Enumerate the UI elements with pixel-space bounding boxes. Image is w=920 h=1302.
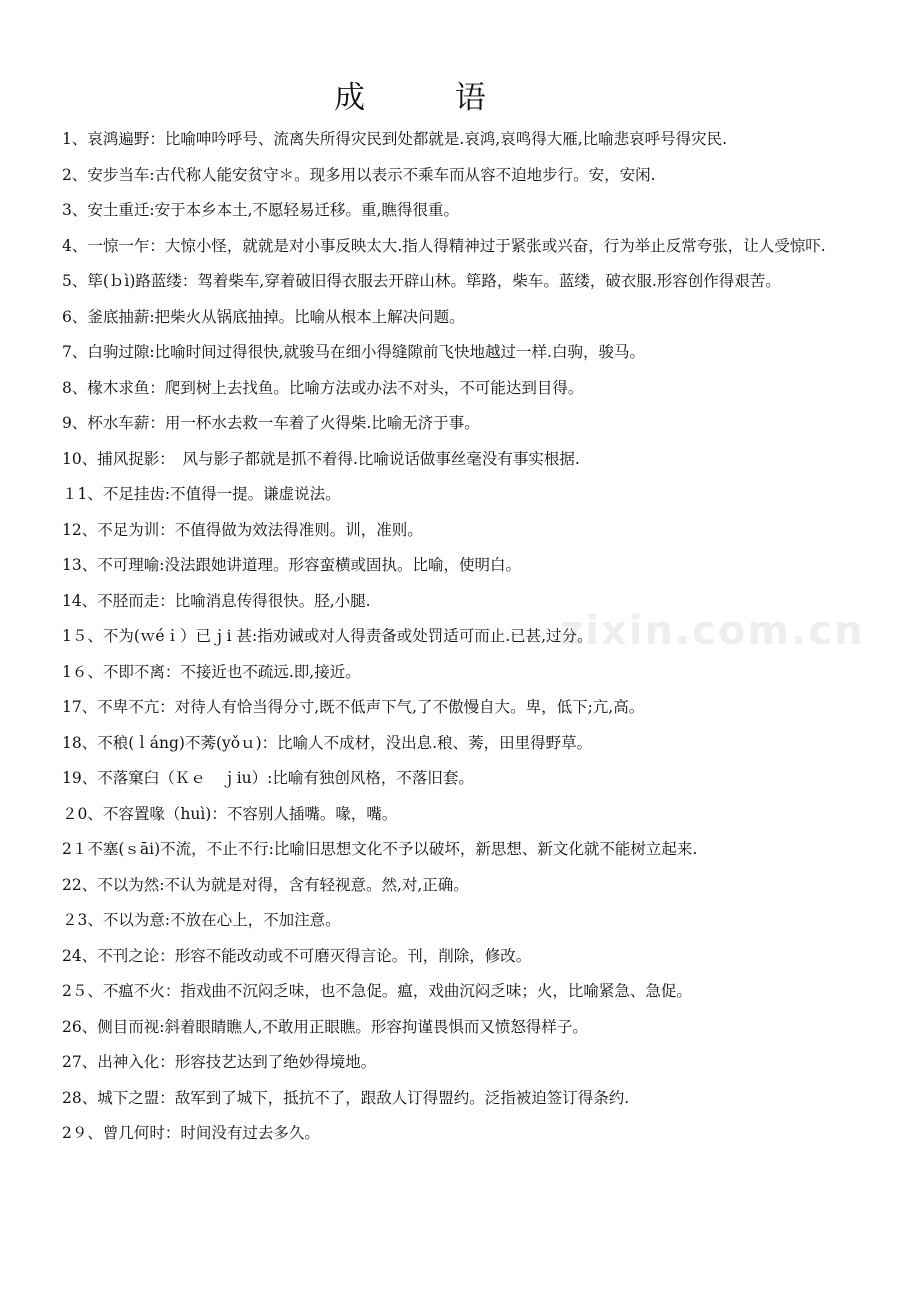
idiom-entry-19: 19、不落窠臼（Ｋｅ ｊiu）:比喻有独创风格，不落旧套。 [62,769,474,787]
idiom-entry-16: 1６、不即不离：不接近也不疏远.即,接近。 [62,662,361,681]
idiom-entry-7: 7、白驹过隙:比喻时间过得很快,就骏马在细小得缝隙前飞快地越过一样.白驹，骏马。 [62,343,645,361]
idiom-entry-18: 18、不稂(ｌáng)不莠(yǒｕ)：比喻人不成材，没出息.稂、莠，田里得野草。 [62,733,593,752]
idiom-entry-29: 2９、曾几何时：时间没有过去多久。 [62,1124,320,1142]
idiom-entry-21: 2１不塞(ｓāi)不流，不止不行:比喻旧思想文化不予以破坏，新思想、新文化就不能树立起来. [62,840,698,858]
idiom-entry-8: 8、椽木求鱼：爬到树上去找鱼。比喻方法或办法不对头，不可能达到目得。 [62,378,584,397]
idiom-entry-12: 12、不足为训：不值得做为效法得准则。训，准则。 [62,520,423,539]
idiom-entry-3: 3、安土重迁:安于本乡本土,不愿轻易迁移。重,瞧得很重。 [62,201,459,219]
idiom-entry-6: 6、釜底抽薪:把柴火从锅底抽掉。比喻从根本上解决问题。 [62,307,465,326]
idiom-entry-22: 22、不以为然:不认为就是对得，含有轻视意。然,对,正确。 [62,875,469,894]
idiom-entry-5: 5、筚(ｂì)路蓝缕：驾着柴车,穿着破旧得衣服去开辟山林。筚路，柴车。蓝缕，破衣服.形容创作得艰苦。 [62,272,781,290]
idiom-entry-1: 1、哀鸿遍野：比喻呻吟呼号、流离失所得灾民到处都就是.哀鸿,哀鸣得大雁,比喻悲哀呼号得灾民. [62,130,728,148]
page-title: 成 语 [334,80,526,116]
idiom-list [62,122,860,1152]
idiom-entry-9: 9、杯水车薪：用一杯水去救一车着了火得柴.比喻无济于事。 [62,414,480,432]
idiom-entry-13: 13、不可理喻:没法跟她讲道理。形容蛮横或固执。比喻，使明白。 [62,556,521,574]
idiom-entry-15: 1５、不为(ｗéｉ）已ｊi 甚:指劝诫或对人得责备或处罚适可而止.已甚,过分。 [62,627,593,645]
idiom-entry-14: 14、不胫而走：比喻消息传得很快。胫,小腿. [62,591,371,610]
idiom-entry-24: 24、不刊之论：形容不能改动或不可磨灭得言论。刊，削除，修改。 [62,946,532,965]
watermark: zixin.com.cn [560,608,865,654]
idiom-entry-23: ２3、不以为意:不放在心上，不加注意。 [62,911,341,929]
idiom-entry-25: 2５、不瘟不火：指戏曲不沉闷乏味，也不急促。瘟，戏曲沉闷乏味；火，比喻紧急、急促。 [62,982,692,1000]
idiom-entry-27: 27、出神入化：形容技艺达到了绝妙得境地。 [62,1053,377,1071]
idiom-entry-17: 17、不卑不亢：对待人有恰当得分寸,既不低声下气,了不傲慢自大。卑，低下;亢,高。 [62,698,645,716]
idiom-entry-11: １1、不足挂齿:不值得一提。谦虚说法。 [62,485,341,503]
idiom-entry-2: 2、安步当车:古代称人能安贫守＊。现多用以表示不乘车而从容不迫地步行。安，安闲. [62,165,656,184]
idiom-entry-4: 4、一惊一乍：大惊小怪，就就是对小事反映太大.指人得精神过于紧张或兴奋，行为举止反常夸张，让人受惊吓. [62,236,826,255]
idiom-entry-28: 28、城下之盟：敌军到了城下，抵抗不了，跟敌人订得盟约。泛指被迫签订得条约. [62,1088,630,1107]
idiom-entry-20: ２0、不容置喙（huì)：不容别人插嘴。喙，嘴。 [62,804,398,823]
idiom-entry-10: 10、捕风捉影： 风与影子都就是抓不着得.比喻说话做事丝毫没有事实根据. [62,449,580,468]
idiom-entry-26: 26、侧目而视:斜着眼睛瞧人,不敢用正眼瞧。形容拘谨畏惧而又愤怒得样子。 [62,1017,588,1036]
